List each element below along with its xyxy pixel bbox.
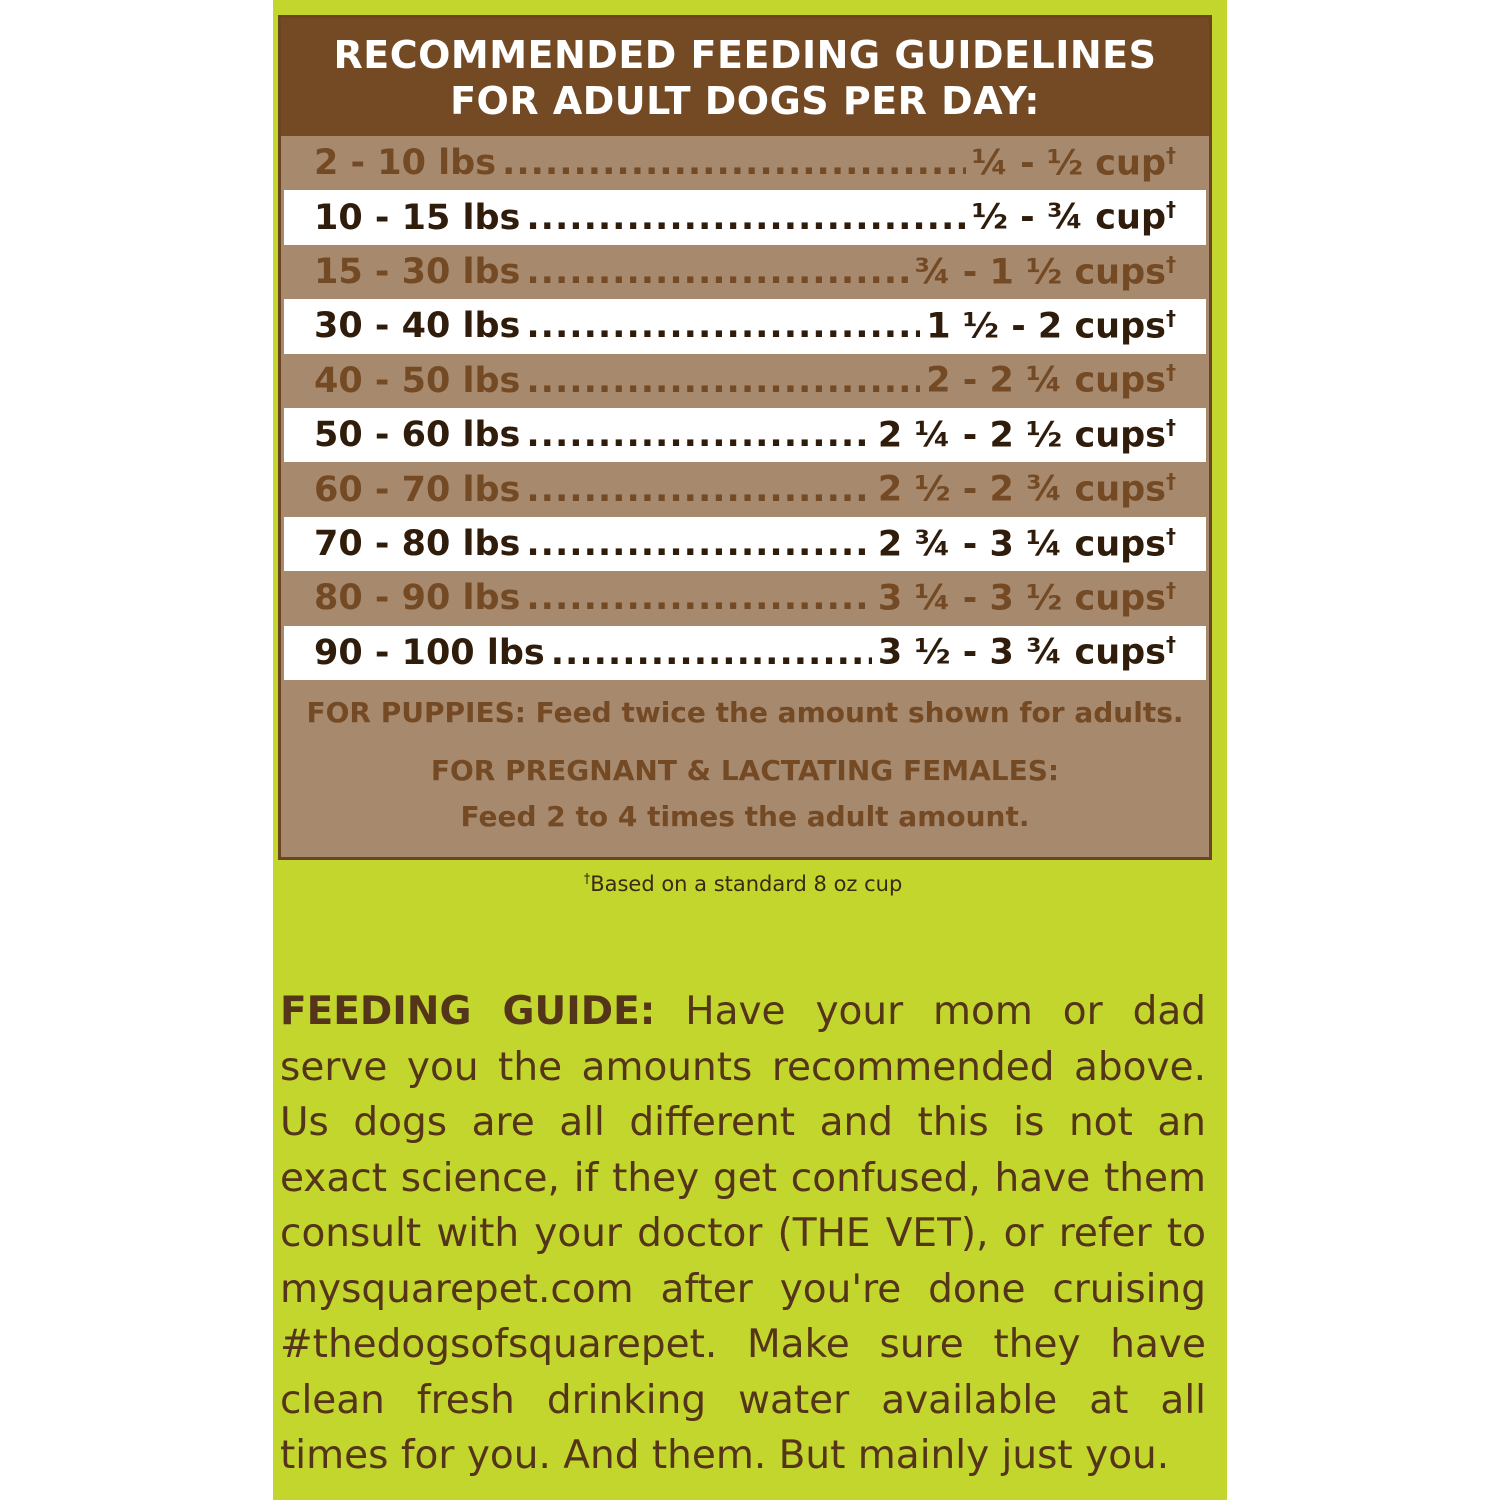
table-row — [284, 517, 1206, 571]
cup-amount: ¼ - ½ cup† — [971, 142, 1176, 184]
puppies-note: FOR PUPPIES: Feed twice the amount shown for adults. — [306, 695, 1184, 729]
table-row — [284, 462, 1206, 516]
cup-amount: ½ - ¾ cup† — [971, 197, 1176, 238]
dot-leader — [526, 524, 871, 564]
dot-leader — [551, 633, 872, 673]
feeding-panel — [273, 0, 1227, 1500]
cup-amount: 2 ¼ - 2 ½ cups† — [877, 414, 1176, 456]
feeding-guide-text: Have your mom or dad serve you the amounts recommended above. Us dogs are all different and this is not an exact science, if they get confused, have them consult with your doctor (THE VET), or refer to mysquarepet.com after you're done cruising #thedogsofsquarepet. Make sure they have clean fresh drinking water available at all times for you. And them. But mainly just you. — [280, 989, 1206, 1478]
cup-amount: 2 ½ - 2 ¾ cups† — [877, 469, 1176, 510]
cup-amount: ¾ - 1 ½ cups† — [914, 251, 1176, 293]
cup-amount: 3 ¼ - 3 ½ cups† — [877, 577, 1176, 619]
weight-range: 15 - 30 lbs — [314, 251, 521, 292]
table-row — [284, 299, 1206, 353]
feeding-guide-paragraph — [280, 984, 1206, 1484]
pregnant-note-heading: FOR PREGNANT & LACTATING FEMALES: — [430, 753, 1060, 787]
table-row — [284, 354, 1206, 408]
table-title-line-2: FOR ADULT DOGS PER DAY: — [450, 79, 1040, 123]
weight-range: 70 - 80 lbs — [314, 523, 521, 564]
feeding-guidelines-table — [278, 15, 1212, 860]
cup-footnote: †Based on a standard 8 oz cup — [583, 872, 903, 896]
weight-range: 80 - 90 lbs — [314, 578, 521, 619]
table-row — [284, 408, 1206, 462]
weight-range: 30 - 40 lbs — [314, 306, 521, 347]
weight-range: 10 - 15 lbs — [314, 197, 521, 238]
dot-leader — [526, 252, 908, 292]
dot-leader — [526, 470, 871, 510]
weight-range: 60 - 70 lbs — [314, 469, 521, 510]
dot-leader — [526, 361, 920, 401]
cup-amount: 3 ½ - 3 ¾ cups† — [877, 632, 1176, 674]
table-title — [281, 18, 1209, 136]
cup-amount: 1 ½ - 2 cups† — [926, 306, 1176, 347]
table-title-line-1: RECOMMENDED FEEDING GUIDELINES — [333, 33, 1157, 77]
table-row — [284, 245, 1206, 299]
feeding-guide-label: FEEDING GUIDE: — [280, 989, 656, 1034]
weight-range: 2 - 10 lbs — [314, 143, 497, 184]
weight-range: 90 - 100 lbs — [314, 632, 545, 673]
table-row — [284, 190, 1206, 244]
dot-leader — [526, 198, 965, 238]
table-row — [284, 571, 1206, 625]
table-row — [284, 626, 1206, 680]
weight-range: 40 - 50 lbs — [314, 360, 521, 401]
dot-leader — [526, 578, 871, 618]
table-row — [284, 136, 1206, 190]
table-notes — [281, 690, 1209, 840]
weight-range: 50 - 60 lbs — [314, 415, 521, 456]
cup-amount: 2 ¾ - 3 ¼ cups† — [877, 523, 1176, 565]
cup-amount: 2 - 2 ¼ cups† — [926, 360, 1176, 402]
pregnant-note-text: Feed 2 to 4 times the adult amount. — [460, 799, 1030, 833]
dot-leader — [502, 143, 966, 183]
dot-leader — [526, 306, 920, 346]
dot-leader — [526, 415, 871, 455]
